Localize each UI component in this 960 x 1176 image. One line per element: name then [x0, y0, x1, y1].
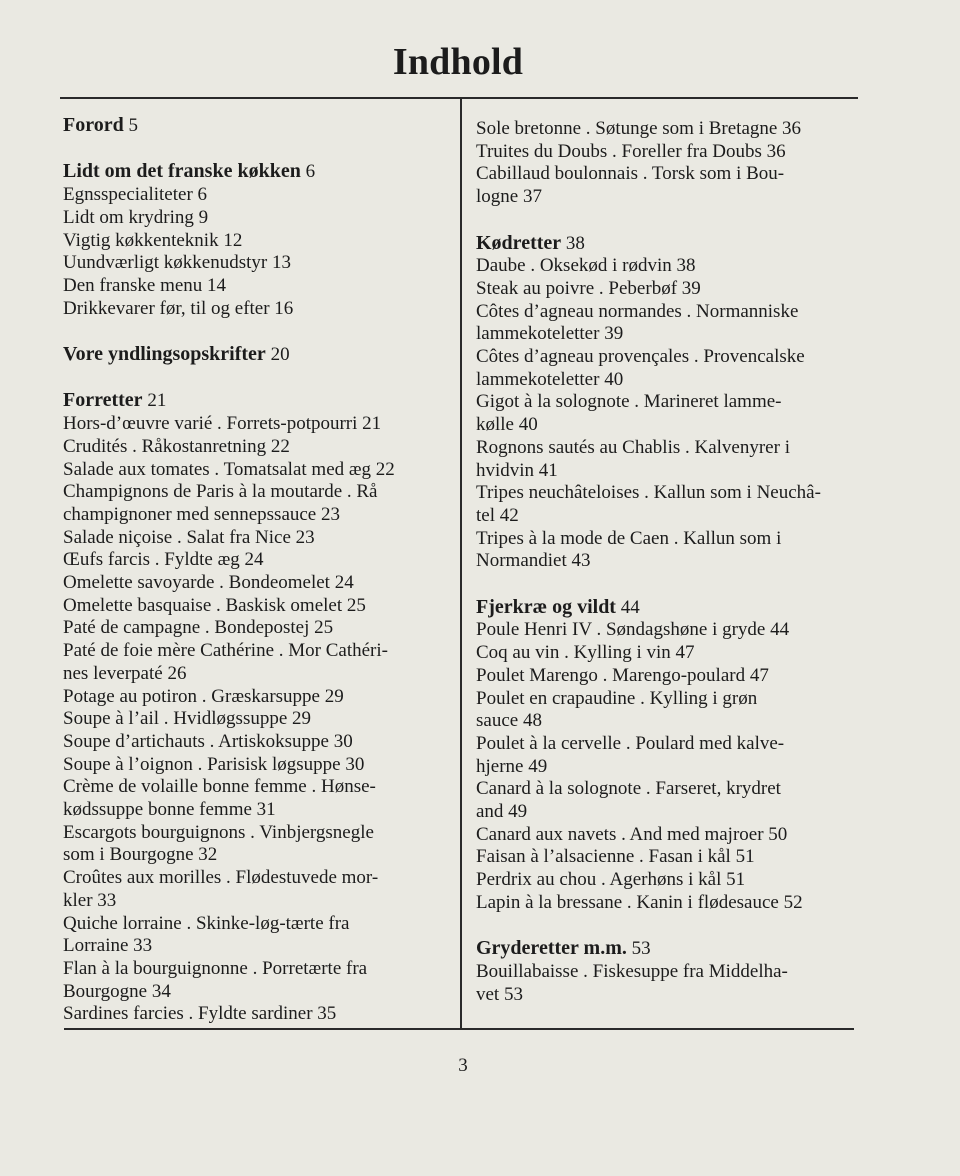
- section-heading: [476, 596, 856, 620]
- toc-entry-line: kølle 40: [476, 414, 538, 436]
- toc-section: [63, 160, 453, 320]
- toc-entry-line: Omelette savoyarde . Bondeomelet 24: [63, 572, 354, 594]
- toc-entry-line: Lidt om krydring 9: [63, 206, 209, 228]
- toc-entry-line: champignoner med sennepssauce 23: [63, 503, 340, 525]
- toc-entry-line: Steak au poivre . Peberbøf 39: [476, 277, 701, 299]
- toc-entry-line: Coq au vin . Kylling i vin 47: [476, 642, 695, 664]
- toc-entry-line: lammekoteletter 40: [476, 368, 624, 390]
- toc-entry-line: Côtes d’agneau provençales . Provencalske: [476, 346, 805, 368]
- right-column: [476, 118, 856, 1006]
- toc-entry-line: hvidvin 41: [476, 459, 558, 481]
- toc-section: [476, 937, 856, 1006]
- toc-entry-line: tel 42: [476, 504, 519, 526]
- toc-entry-line: Croûtes aux morilles . Flødestuvede mor-: [63, 867, 379, 889]
- section-heading-title: Forretter: [63, 389, 143, 412]
- toc-entry-line: Bourgogne 34: [63, 980, 171, 1002]
- toc-entry-line: Soupe à l’ail . Hvidløgssuppe 29: [63, 708, 312, 730]
- toc-entry-line: Crème de volaille bonne femme . Hønse-: [63, 776, 376, 798]
- toc-entry-line: Soupe d’artichauts . Artiskoksuppe 30: [63, 730, 353, 752]
- toc-entry-line: kødssuppe bonne femme 31: [63, 799, 276, 821]
- toc-section: [63, 114, 453, 138]
- toc-entry-line: Lorraine 33: [63, 935, 153, 957]
- toc-section: [476, 596, 856, 915]
- toc-entry-line: kler 33: [63, 889, 117, 911]
- toc-entry-line: Poule Henri IV . Søndagshøne i gryde 44: [476, 619, 790, 641]
- top-rule: [60, 97, 858, 99]
- toc-entry-line: Flan à la bourguignonne . Porretærte fra: [63, 957, 368, 979]
- toc-entry-line: Daube . Oksekød i rødvin 38: [476, 255, 696, 277]
- toc-entry-line: Truites du Doubs . Foreller fra Doubs 36: [476, 140, 786, 162]
- page-number: 3: [458, 1055, 468, 1076]
- toc-entry-line: Vigtig køkkenteknik 12: [63, 229, 243, 251]
- toc-entry-line: Gigot à la solognote . Marineret lamme-: [476, 391, 782, 413]
- section-heading: [63, 389, 453, 413]
- left-column: [63, 114, 453, 1026]
- toc-entry-line: Poulet à la cervelle . Poulard med kalve-: [476, 732, 785, 754]
- page-title: Indhold: [392, 41, 524, 83]
- section-heading-title: Lidt om det franske køkken: [63, 160, 301, 183]
- toc-entry-line: Quiche lorraine . Skinke-løg-tærte fra: [63, 912, 350, 934]
- bottom-rule: [64, 1028, 854, 1030]
- section-heading-page: 20: [270, 344, 290, 365]
- section-heading-title: Forord: [63, 114, 124, 136]
- section-heading-page: 5: [128, 115, 138, 136]
- section-heading-page: 38: [565, 232, 585, 254]
- toc-entry-line: Sardines farcies . Fyldte sardiner 35: [63, 1003, 337, 1025]
- toc-entry-line: Bouillabaisse . Fiskesuppe fra Middelha-: [476, 960, 788, 982]
- toc-entry-line: Egnsspecialiteter 6: [63, 184, 208, 206]
- toc-entry-line: Drikkevarer før, til og efter 16: [63, 297, 294, 319]
- section-heading-title: Fjerkræ og vildt: [476, 595, 616, 618]
- section-heading-title: Kødretter: [476, 231, 562, 254]
- toc-entry-line: Cabillaud boulonnais . Torsk som i Bou-: [476, 163, 785, 185]
- toc-entry-line: Canard à la solognote . Farseret, krydret: [476, 778, 781, 800]
- toc-entry-line: Uundværligt køkkenudstyr 13: [63, 252, 291, 274]
- toc-entry-line: Œufs farcis . Fyldte æg 24: [63, 549, 264, 571]
- toc-entry-line: sauce 48: [476, 710, 542, 732]
- toc-entry-line: Champignons de Paris à la moutarde . Rå: [63, 481, 378, 503]
- section-heading-page: 6: [305, 161, 316, 183]
- toc-entry-line: Salade aux tomates . Tomatsalat med æg 22: [63, 458, 395, 480]
- section-heading-title: Vore yndlingsopskrifter: [63, 343, 266, 365]
- toc-entry-line: Côtes d’agneau normandes . Normanniske: [476, 300, 799, 322]
- section-heading: [476, 232, 856, 256]
- toc-entry-line: Sole bretonne . Søtunge som i Bretagne 36: [476, 118, 802, 139]
- toc-entry-line: Potage au potiron . Græskarsuppe 29: [63, 685, 344, 707]
- section-heading-page: 44: [620, 596, 640, 618]
- toc-entry-line: Escargots bourguignons . Vinbjergsnegle: [63, 821, 374, 843]
- toc-entry-line: and 49: [476, 801, 528, 823]
- section-heading-page: 53: [631, 938, 651, 960]
- toc-entry-line: Poulet en crapaudine . Kylling i grøn: [476, 687, 758, 709]
- toc-entry-line: lammekoteletter 39: [476, 323, 624, 345]
- toc-entry-line: Tripes neuchâteloises . Kallun som i Neuchâ-: [476, 482, 821, 504]
- toc-entry-line: Paté de campagne . Bondepostej 25: [63, 617, 334, 639]
- toc-section: [63, 389, 453, 1026]
- toc-entry-line: Salade niçoise . Salat fra Nice 23: [63, 526, 315, 548]
- toc-entry-line: Canard aux navets . And med majroer 50: [476, 823, 788, 845]
- toc-entry-line: nes leverpaté 26: [63, 662, 187, 684]
- toc-entry-line: Soupe à l’oignon . Parisisk løgsuppe 30: [63, 753, 365, 775]
- toc-entry-line: Perdrix au chou . Agerhøns i kål 51: [476, 869, 746, 891]
- section-heading: [476, 937, 856, 961]
- toc-entry-line: Lapin à la bressane . Kanin i flødesauce 52: [476, 891, 803, 913]
- toc-entry-line: som i Bourgogne 32: [63, 844, 218, 866]
- toc-section: [63, 343, 453, 367]
- toc-entry-line: Omelette basquaise . Baskisk omelet 25: [63, 594, 366, 616]
- section-heading: [63, 343, 453, 367]
- toc-entry-line: Hors-d’œuvre varié . Forrets-potpourri 21: [63, 413, 382, 435]
- toc-entry-line: Poulet Marengo . Marengo-poulard 47: [476, 664, 769, 686]
- toc-entry-line: Paté de foie mère Cathérine . Mor Cathéri-: [63, 640, 388, 662]
- toc-entry-line: Crudités . Råkostanretning 22: [63, 435, 290, 457]
- section-heading: [63, 114, 453, 138]
- toc-section: [476, 232, 856, 574]
- section-heading: [63, 160, 453, 184]
- toc-entry-line: Rognons sautés au Chablis . Kalvenyrer i: [476, 436, 790, 458]
- toc-entry-line: vet 53: [476, 983, 523, 1005]
- toc-entry-line: Normandiet 43: [476, 550, 591, 572]
- toc-entry-line: hjerne 49: [476, 755, 548, 777]
- toc-entry-line: logne 37: [476, 186, 542, 208]
- toc-entry-line: Den franske menu 14: [63, 274, 227, 296]
- section-heading-title: Gryderetter m.m.: [476, 937, 627, 960]
- column-divider: [460, 98, 462, 1030]
- toc-section: [476, 118, 856, 209]
- toc-entry-line: Faisan à l’alsacienne . Fasan i kål 51: [476, 846, 755, 868]
- toc-entry-line: Tripes à la mode de Caen . Kallun som i: [476, 527, 782, 549]
- section-heading-page: 21: [147, 390, 167, 412]
